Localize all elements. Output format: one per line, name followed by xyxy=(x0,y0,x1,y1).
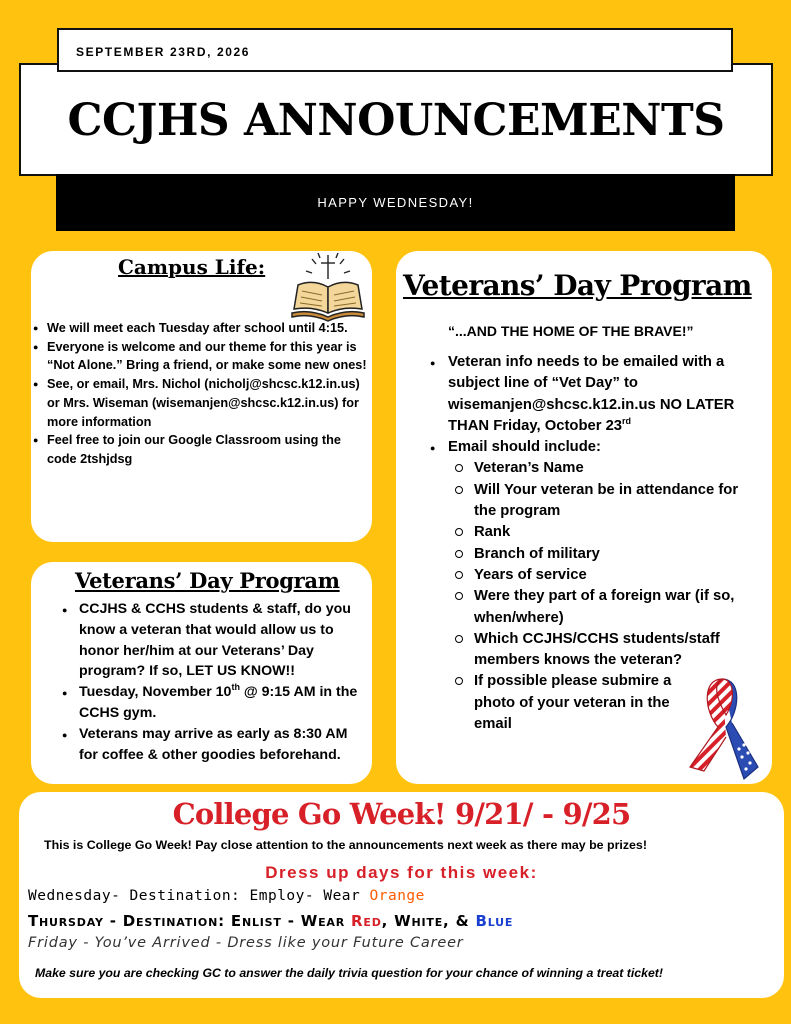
greeting-text: HAPPY WEDNESDAY! xyxy=(317,195,474,210)
veterans-info-card xyxy=(396,251,772,784)
veterans-program-card xyxy=(31,562,372,784)
date-banner xyxy=(57,28,733,72)
list-item: ● Veteran info needs to be emailed with a subject line of “Vet Day” to wisemanjen@shcsc.k12.in.us NO LATER THAN Friday, October 23rd xyxy=(448,352,748,437)
list-item: ● CCJHS & CCHS students & staff, do you know a veteran that would allow us to honor her/him at our Veterans’ Day program? If so, LET US KNOW!! xyxy=(79,599,369,682)
college-go-intro: This is College Go Week! Pay close attention to the announcements next week as there may be prizes! xyxy=(44,838,647,852)
sub-list-item: Were they part of a foreign war (if so, when/where) xyxy=(474,586,748,629)
sub-list-item: Which CCJHS/CCHS students/staff members knows the veteran? xyxy=(474,629,748,672)
thursday-dress-line: Thursday - Destination: Enlist - Wear Red, White, & Blue xyxy=(28,912,514,930)
veterans-info-subtitle: “...AND THE HOME OF THE BRAVE!” xyxy=(448,323,694,339)
trivia-note: Make sure you are checking GC to answer the daily trivia question for your chance of winning a treat ticket! xyxy=(35,966,663,980)
list-item: ● Feel free to join our Google Classroom using the code 2tshjdsg xyxy=(47,431,367,468)
campus-life-title: Campus Life: xyxy=(118,255,266,279)
greeting-bar xyxy=(56,174,735,231)
list-item: ● Veterans may arrive as early as 8:30 AM for coffee & other goodies beforehand. xyxy=(79,724,369,766)
veterans-program-list xyxy=(79,599,369,765)
open-bible-icon xyxy=(288,251,368,323)
veterans-program-title: Veterans’ Day Program xyxy=(75,568,340,593)
wednesday-dress-line: Wednesday- Destination: Employ- Wear Orange xyxy=(28,888,425,904)
list-item: ● We will meet each Tuesday after school until 4:15. xyxy=(47,319,367,338)
date-text: SEPTEMBER 23RD, 2026 xyxy=(76,45,251,59)
sub-list-item: If possible please submire a photo of your veteran in the email xyxy=(474,671,694,735)
flag-ribbon-icon xyxy=(682,671,762,781)
page-title: CCJHS ANNOUNCEMENTS xyxy=(67,95,725,146)
list-item: ● Tuesday, November 10th @ 9:15 AM in the CCHS gym. xyxy=(79,682,369,724)
sub-list-item: Veteran’s Name xyxy=(474,458,748,479)
sub-list-item: Branch of military xyxy=(474,544,748,565)
college-go-card xyxy=(19,792,784,998)
veterans-info-title: Veterans’ Day Program xyxy=(403,269,752,302)
sub-list-item: Rank xyxy=(474,522,748,543)
dress-up-heading: Dress up days for this week: xyxy=(265,863,538,882)
friday-dress-line: Friday - You’ve Arrived - Dress like your Future Career xyxy=(28,935,464,951)
list-item: ● See, or email, Mrs. Nichol (nicholj@shcsc.k12.in.us) or Mrs. Wiseman (wisemanjen@shcsc.k12.in.us) for more information xyxy=(47,375,367,431)
list-item: ● Email should include: Veteran’s Name Will Your veteran be in attendance for the program Rank Branch of military Years of service Were they part of a foreign war (if so, when/where) Which CCJHS/CCHS students/staff members knows the veteran? If possible please submire a photo of your veteran in the email xyxy=(448,437,748,735)
list-item: ● Everyone is welcome and our theme for this year is “Not Alone.” Bring a friend, or make some new ones! xyxy=(47,338,367,375)
sub-list-item: Years of service xyxy=(474,565,748,586)
sub-list-item: Will Your veteran be in attendance for the program xyxy=(474,480,748,523)
college-go-title: College Go Week! 9/21/ - 9/25 xyxy=(172,797,631,831)
campus-life-list xyxy=(47,319,367,469)
campus-life-card xyxy=(31,251,372,542)
title-banner xyxy=(19,63,773,176)
